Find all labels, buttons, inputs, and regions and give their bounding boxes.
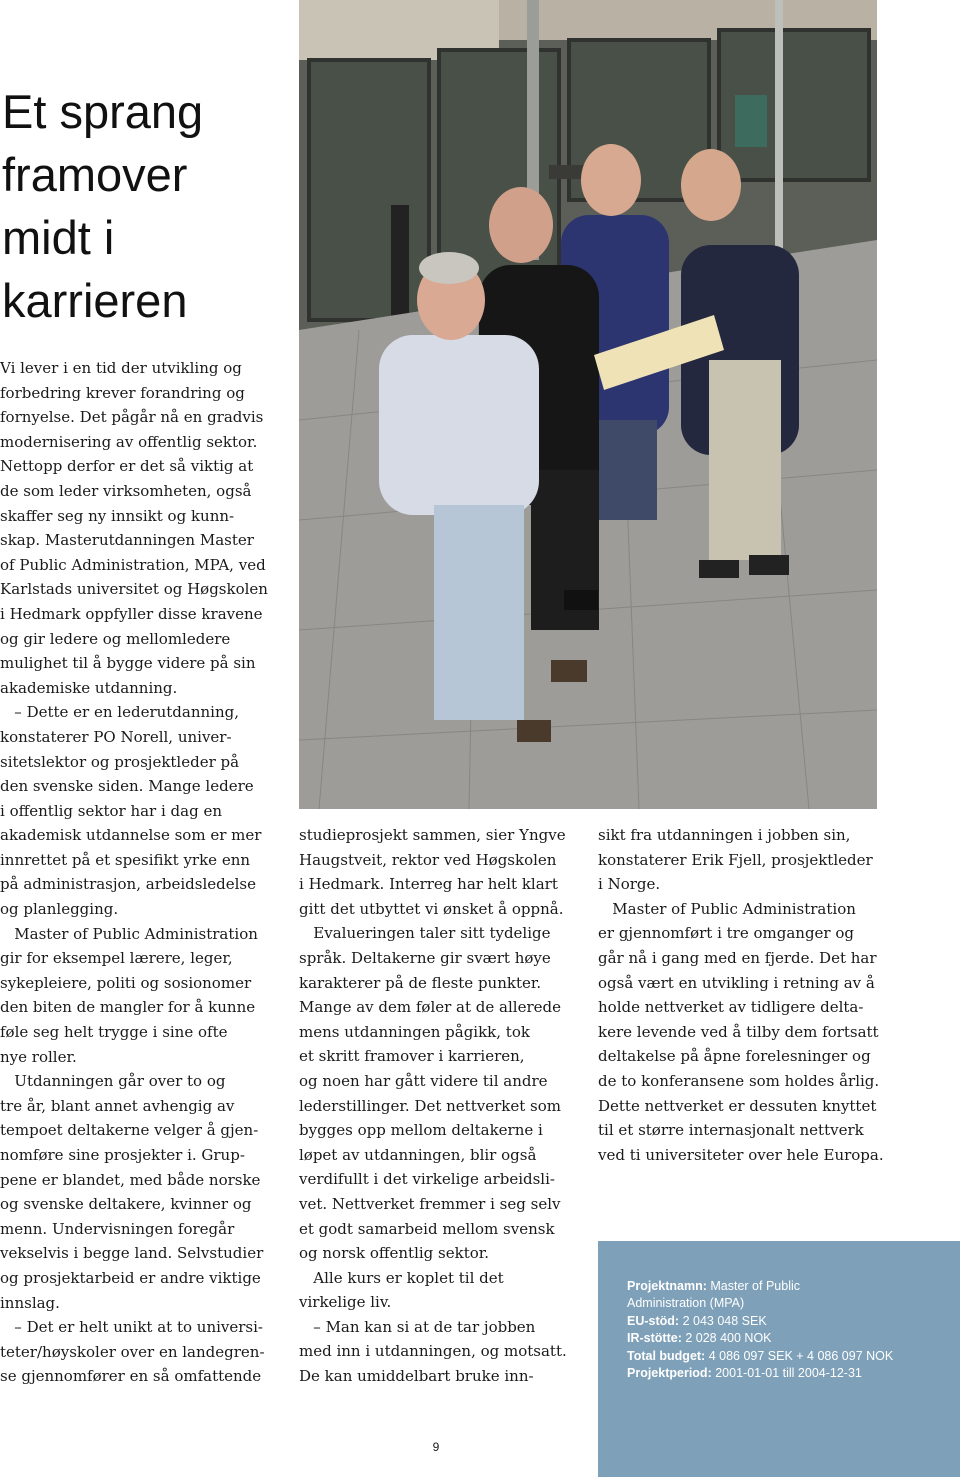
body-line: Karlstads universitet og Høgskolen: [0, 580, 268, 599]
body-line: på administrasjon, arbeidsledelse: [0, 875, 256, 894]
total-budget-value: 4 086 097 SEK + 4 086 097 NOK: [708, 1348, 894, 1363]
headline-line: midt i: [2, 211, 115, 264]
body-line: menn. Undervisningen foregår: [0, 1219, 235, 1238]
body-line: studieprosjekt sammen, sier Yngve: [299, 826, 566, 844]
body-line: de to konferansene som holdes årlig.: [598, 1071, 880, 1090]
body-line: ved ti universiteter over hele Europa.: [598, 1145, 884, 1164]
body-line: Evalueringen taler sitt tydelige: [299, 924, 551, 943]
body-line: i Hedmark oppfyller disse kravene: [0, 604, 263, 623]
body-line: et godt samarbeid mellom svensk: [299, 1219, 555, 1238]
body-line: De kan umiddelbart bruke inn-: [299, 1367, 534, 1386]
body-line: går nå i gang med en fjerde. Det har: [598, 948, 877, 967]
body-line: bygges opp mellom deltakerne i: [299, 1121, 543, 1140]
total-budget-row: [627, 1348, 947, 1365]
body-line: Mange av dem føler at de allerede: [299, 998, 561, 1017]
body-line: holde nettverket av tidligere delta-: [598, 998, 864, 1017]
body-line: – Dette er en lederutdanning,: [0, 703, 240, 722]
body-line: of Public Administration, MPA, ved: [0, 555, 266, 574]
body-line: Master of Public Administration: [0, 924, 258, 943]
body-line: i Norge.: [598, 875, 661, 894]
project-name-row: [627, 1278, 947, 1295]
eu-support-value: 2 043 048 SEK: [682, 1313, 767, 1328]
body-line: Haugstveit, rektor ved Høgskolen: [299, 850, 557, 869]
body-line: modernisering av offentlig sektor.: [0, 432, 258, 451]
body-line: virkelige liv.: [299, 1293, 392, 1312]
body-line: deltakelse på åpne forelesninger og: [598, 1047, 871, 1066]
body-line: karakterer på de fleste punkter.: [299, 973, 542, 992]
body-line: og svenske deltakere, kvinner og: [0, 1195, 252, 1214]
body-line: er gjennomført i tre omganger og: [598, 924, 854, 943]
body-line: Nettopp derfor er det så viktig at: [0, 457, 254, 476]
text-column-1: [0, 356, 292, 1389]
body-line: kere levende ved å tilby dem fortsatt: [598, 1022, 879, 1041]
body-line: et skritt framover i karrieren,: [299, 1047, 525, 1066]
ir-support-label: IR-stötte:: [627, 1331, 682, 1346]
project-name-row-cont: [627, 1295, 947, 1312]
body-line: akademisk utdannelse som er mer: [0, 826, 262, 845]
body-line: skap. Masterutdanningen Master: [0, 531, 254, 550]
body-line: akademiske utdanning.: [0, 678, 178, 697]
body-line: lederstillinger. Det nettverket som: [299, 1096, 561, 1115]
body-line: verdifullt i det virkelige arbeidsli-: [299, 1170, 555, 1189]
body-line: vet. Nettverket fremmer i seg selv: [299, 1194, 561, 1213]
eu-support-label: EU-stöd:: [627, 1313, 680, 1328]
body-line: fornyelse. Det pågår nå en gradvis: [0, 408, 264, 427]
article-headline: [2, 80, 292, 332]
body-line: konstaterer PO Norell, univer-: [0, 727, 232, 746]
body-line: løpet av utdanningen, blir også: [299, 1145, 537, 1164]
text-column-3: [598, 823, 890, 1167]
body-line: den svenske siden. Mange ledere: [0, 777, 254, 796]
body-line: mulighet til å bygge videre på sin: [0, 654, 256, 673]
project-name-label: Projektnamn:: [627, 1279, 707, 1293]
body-line: sykepleiere, politi og sosionomer: [0, 973, 252, 992]
body-line: og noen har gått videre til andre: [299, 1071, 548, 1090]
body-line: – Man kan si at de tar jobben: [299, 1317, 536, 1336]
body-line: nomføre sine prosjekter i. Grup-: [0, 1146, 245, 1164]
body-line: Master of Public Administration: [598, 899, 856, 918]
headline-line: karrieren: [2, 274, 188, 327]
body-line: innslag.: [0, 1293, 60, 1312]
body-line: pene er blandet, med både norske: [0, 1170, 261, 1189]
body-line: Alle kurs er koplet til det: [299, 1268, 504, 1287]
body-line: tre år, blant annet avhengig av: [0, 1096, 235, 1115]
body-line: Dette nettverket er dessuten knyttet: [598, 1096, 877, 1115]
body-line: – Det er helt unikt at to universi-: [0, 1318, 263, 1337]
body-line: og gir ledere og mellomledere: [0, 629, 231, 648]
body-line: innrettet på et spesifikt yrke enn: [0, 850, 251, 869]
body-line: også vært en utvikling i retning av å: [598, 973, 875, 992]
project-name-value-cont: Administration (MPA): [627, 1296, 745, 1311]
body-line: de som leder virksomheten, også: [0, 481, 252, 500]
body-line: se gjennomfører en så omfattende: [0, 1367, 262, 1386]
body-line: og planlegging.: [0, 900, 119, 919]
body-line: og prosjektarbeid er andre viktige: [0, 1268, 261, 1287]
project-info-content: [627, 1278, 947, 1382]
project-name-value: Master of Public: [710, 1279, 800, 1293]
body-line: språk. Deltakerne gir svært høye: [299, 948, 551, 967]
body-line: vekselvis i begge land. Selvstudier: [0, 1244, 264, 1263]
ir-support-row: [627, 1330, 947, 1347]
headline-line: Et sprang: [2, 85, 204, 138]
body-line: konstaterer Erik Fjell, prosjektleder: [598, 850, 873, 869]
body-line: og norsk offentlig sektor.: [299, 1244, 490, 1263]
project-period-label: Projektperiod:: [627, 1366, 712, 1381]
ir-support-value: 2 028 400 NOK: [685, 1331, 772, 1346]
body-line: skaffer seg ny innsikt og kunn-: [0, 506, 235, 525]
body-line: Vi lever i en tid der utvikling og: [0, 359, 242, 377]
body-line: gir for eksempel lærere, leger,: [0, 949, 233, 968]
body-line: nye roller.: [0, 1047, 77, 1066]
body-line: den biten de mangler for å kunne: [0, 998, 256, 1017]
project-period-value: 2001-01-01 till 2004-12-31: [715, 1366, 862, 1381]
total-budget-label: Total budget:: [627, 1348, 706, 1363]
body-line: i Hedmark. Interreg har helt klart: [299, 875, 558, 894]
body-line: gitt det utbyttet vi ønsket å oppnå.: [299, 899, 564, 918]
eu-support-row: [627, 1313, 947, 1330]
body-line: forbedring krever forandring og: [0, 383, 245, 402]
body-line: sikt fra utdanningen i jobben sin,: [598, 826, 851, 844]
body-line: i offentlig sektor har i dag en: [0, 801, 223, 820]
group-photo: [299, 0, 877, 809]
body-line: med inn i utdanningen, og motsatt.: [299, 1342, 567, 1361]
headline-line: framover: [2, 148, 188, 201]
body-line: mens utdanningen pågikk, tok: [299, 1022, 530, 1041]
page-number: 9: [432, 1440, 440, 1454]
text-column-2: [299, 823, 591, 1389]
body-line: føle seg helt trygge i sine ofte: [0, 1023, 228, 1042]
body-line: sitetslektor og prosjektleder på: [0, 752, 240, 771]
group-photo-illustration: [299, 0, 877, 809]
body-line: tempoet deltakerne velger å gjen-: [0, 1121, 259, 1140]
project-period-row: [627, 1365, 947, 1382]
project-info-box: [598, 1241, 960, 1477]
body-line: til et større internasjonalt nettverk: [598, 1121, 864, 1140]
body-line: teter/høyskoler over en landegren-: [0, 1342, 265, 1361]
body-line: Utdanningen går over to og: [0, 1072, 226, 1091]
